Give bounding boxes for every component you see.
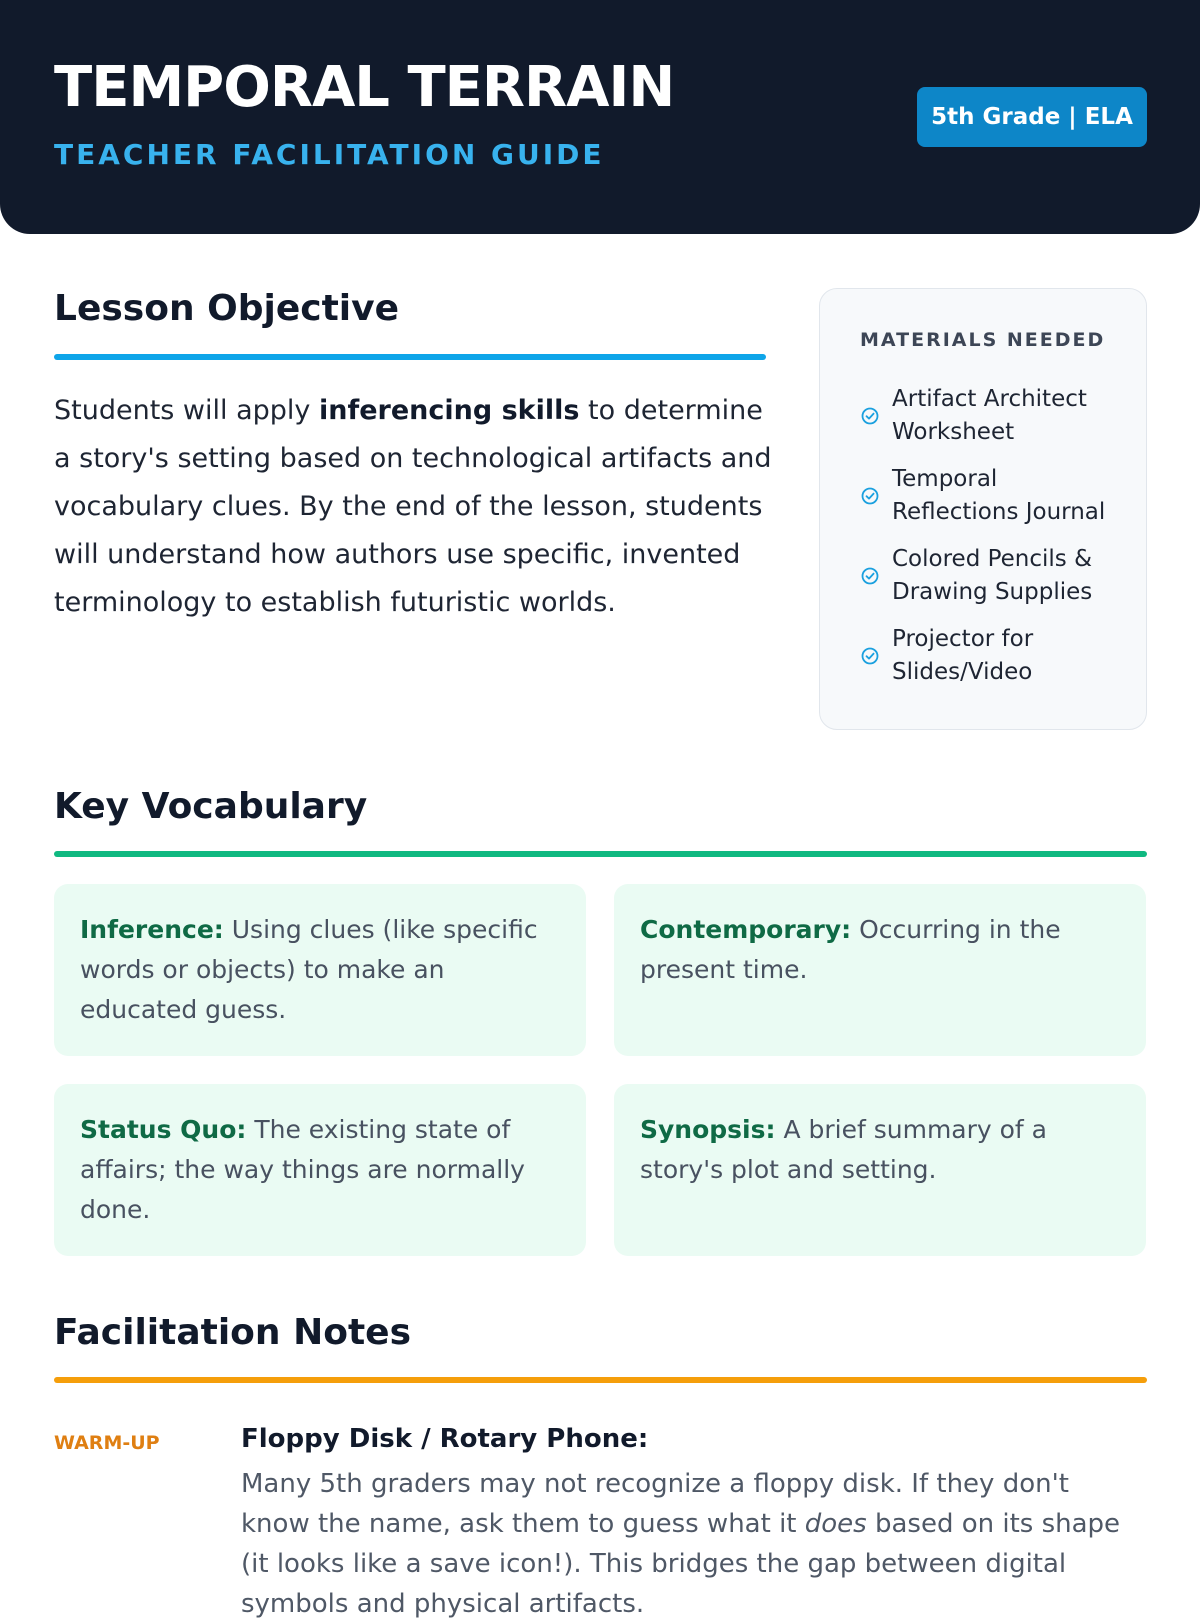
- check-circle-icon: [860, 406, 880, 426]
- objective-heading: Lesson Objective: [54, 288, 400, 329]
- materials-panel: [819, 288, 1147, 730]
- note-body: Many 5th graders may not recognize a floppy disk. If they don't know the name, ask them to guess what it does based on its shape (it looks like a save icon!). This bridges the gap between digital symbols and physical artifacts.: [241, 1469, 1121, 1619]
- objective-emphasis: inferencing skills: [319, 395, 580, 426]
- materials-item-label: Colored Pencils & Drawing Supplies: [892, 546, 1093, 605]
- vocab-definition: Using clues (like specific words or objects) to make an educated guess.: [80, 915, 538, 1024]
- vocab-term: Status Quo:: [80, 1115, 247, 1144]
- page-subtitle: TEACHER FACILITATION GUIDE: [54, 138, 605, 171]
- vocabulary-heading: Key Vocabulary: [54, 786, 368, 827]
- materials-item-label: Projector for Slides/Video: [892, 626, 1034, 685]
- vocab-definition: A brief summary of a story's plot and setting.: [640, 1115, 1047, 1184]
- grade-badge: 5th Grade | ELA: [917, 87, 1147, 147]
- vocab-definition: The existing state of affairs; the way things are normally done.: [80, 1115, 525, 1224]
- note-emphasis: does: [804, 1509, 867, 1539]
- vocab-card: [54, 884, 586, 1056]
- vocab-card: [614, 1084, 1146, 1256]
- materials-item-label: Temporal Reflections Journal: [892, 466, 1106, 525]
- facilitation-heading: Facilitation Notes: [54, 1312, 411, 1353]
- materials-heading: MATERIALS NEEDED: [860, 329, 1106, 351]
- check-circle-icon: [860, 486, 880, 506]
- vocab-term: Synopsis:: [640, 1115, 776, 1144]
- materials-item-label: Artifact Architect Worksheet: [892, 386, 1087, 445]
- vocab-term: Contemporary:: [640, 915, 852, 944]
- materials-item: [860, 463, 1120, 529]
- facilitation-divider: [54, 1377, 1147, 1383]
- check-circle-icon: [860, 566, 880, 586]
- note-tag: WARM-UP: [54, 1432, 160, 1454]
- vocab-term: Inference:: [80, 915, 224, 944]
- page-title: TEMPORAL TERRAIN: [54, 55, 675, 120]
- vocab-card: [614, 884, 1146, 1056]
- note-title: Floppy Disk / Rotary Phone:: [241, 1424, 649, 1454]
- objective-text: Students will apply inferencing skills to determine a story's setting based on technological artifacts and vocabulary clues. By the end of the lesson, students will understand how authors use specific, invented terminology to establish futuristic worlds.: [54, 395, 772, 618]
- vocab-card: [54, 1084, 586, 1256]
- header-banner: [0, 0, 1200, 234]
- materials-item: [860, 623, 1120, 689]
- objective-divider: [54, 354, 766, 360]
- vocab-definition: Occurring in the present time.: [640, 915, 1061, 984]
- check-circle-icon: [860, 646, 880, 666]
- materials-item: [860, 543, 1120, 609]
- materials-item: [860, 383, 1120, 449]
- vocabulary-divider: [54, 851, 1147, 857]
